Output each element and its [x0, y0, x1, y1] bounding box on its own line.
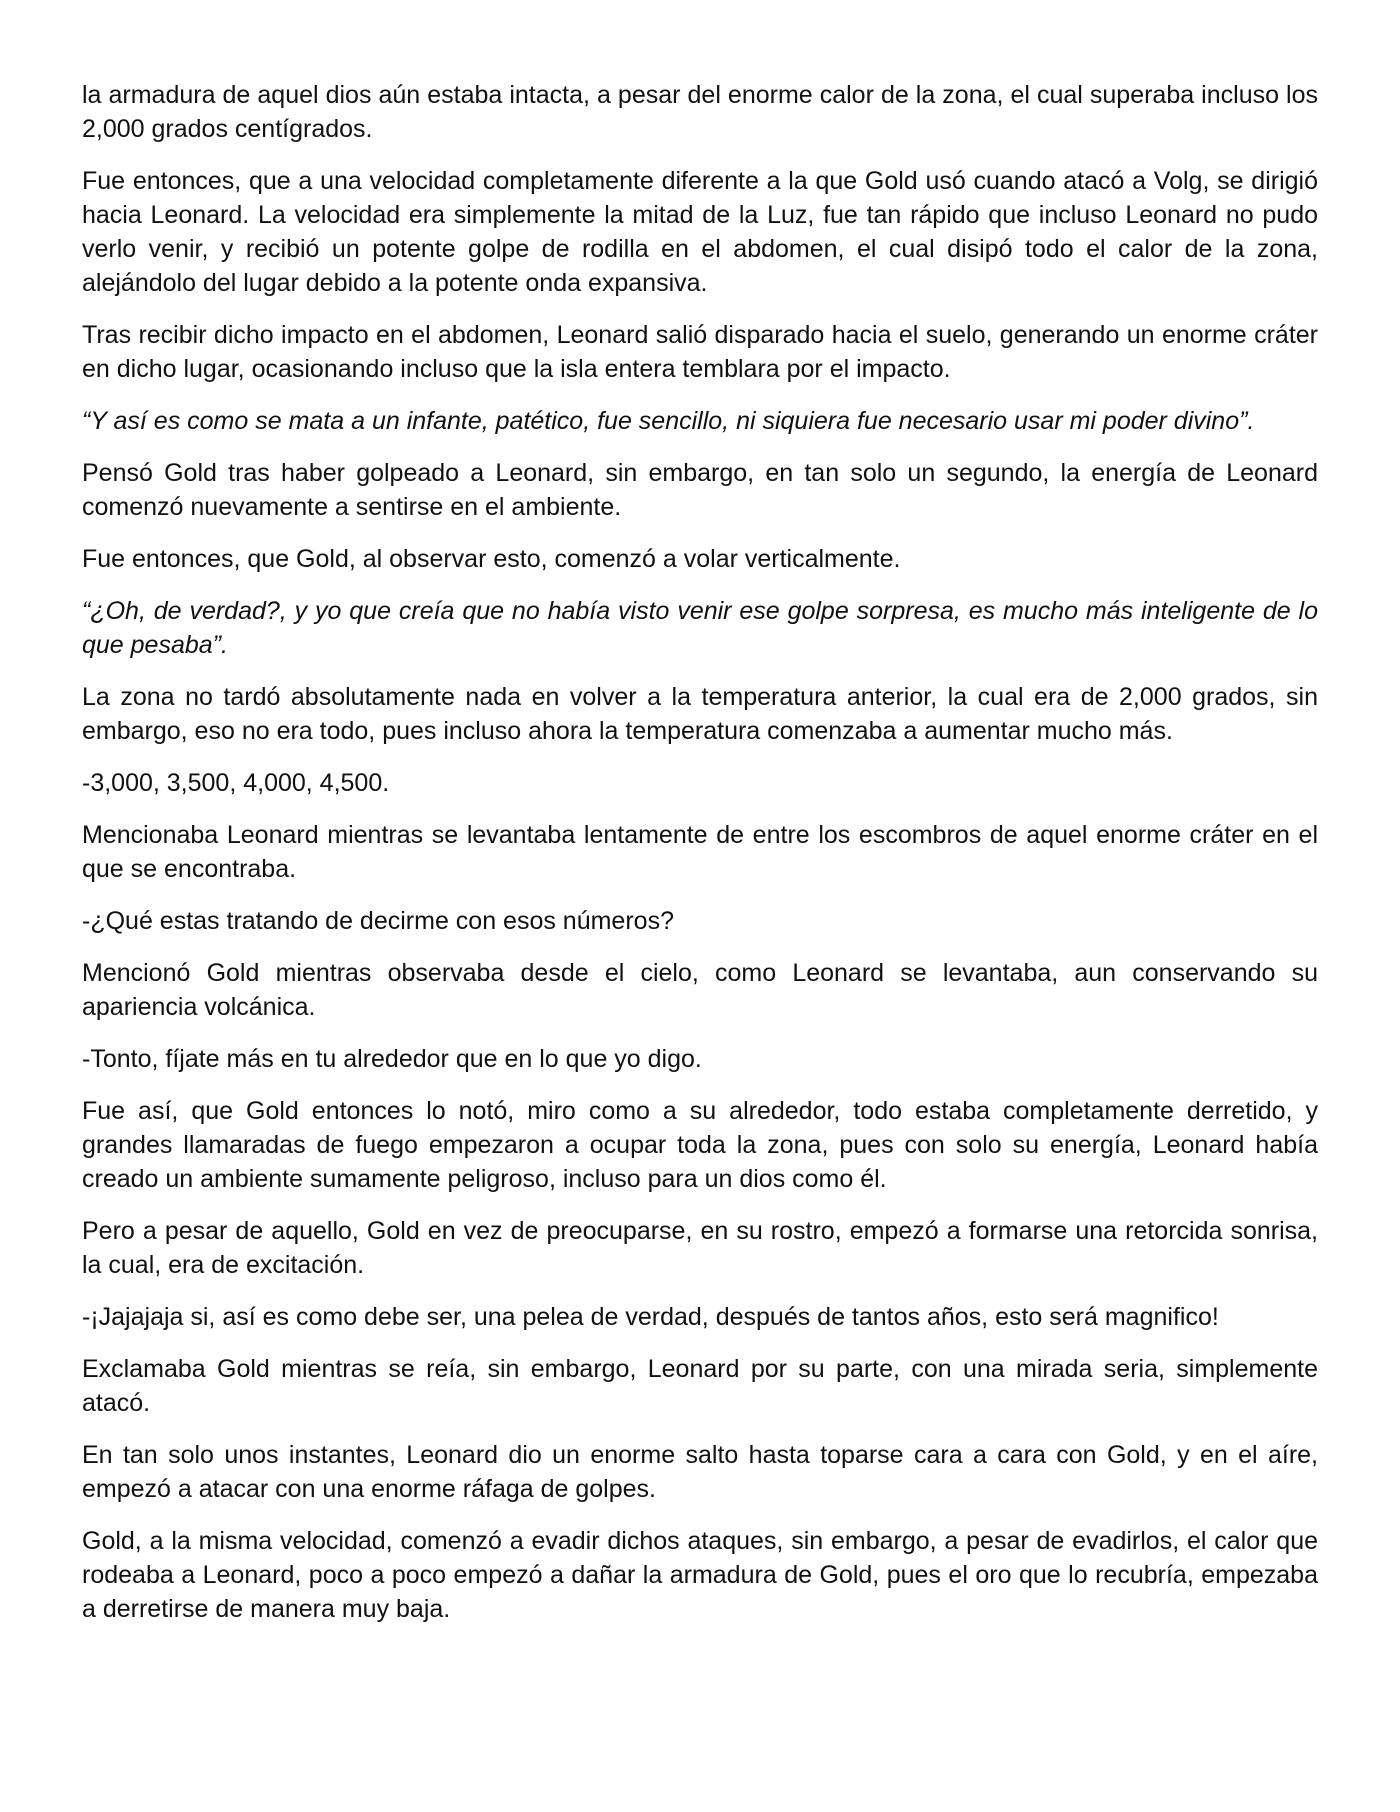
- paragraph: -3,000, 3,500, 4,000, 4,500.: [82, 769, 390, 797]
- paragraph: Fue así, que Gold entonces lo notó, miro como a su alrededor, todo estaba completamente derretido, y grandes llamaradas de fuego empezaron a ocupar toda la zona, pues con solo su energía, Leonard había creado un ambiente sumamente peligroso, incluso para un dios como él.: [82, 1097, 1318, 1193]
- paragraph: Mencionaba Leonard mientras se levantaba lentamente de entre los escombros de aquel enorme cráter en el que se encontraba.: [82, 821, 1318, 883]
- paragraph: “¿Oh, de verdad?, y yo que creía que no había visto venir ese golpe sorpresa, es mucho más inteligente de lo que pesaba”.: [82, 597, 1318, 659]
- paragraph: Mencionó Gold mientras observaba desde el cielo, como Leonard se levantaba, aun conservando su apariencia volcánica.: [82, 959, 1318, 1021]
- paragraph: -¿Qué estas tratando de decirme con esos números?: [82, 907, 674, 935]
- paragraph: -¡Jajajaja si, así es como debe ser, una pelea de verdad, después de tantos años, esto será magnifico!: [82, 1303, 1219, 1331]
- paragraph: la armadura de aquel dios aún estaba intacta, a pesar del enorme calor de la zona, el cual superaba incluso los 2,000 grados centígrados.: [82, 81, 1318, 143]
- paragraph: Tras recibir dicho impacto en el abdomen, Leonard salió disparado hacia el suelo, generando un enorme cráter en dicho lugar, ocasionando incluso que la isla entera temblara por el impacto.: [82, 321, 1318, 383]
- paragraph: -Tonto, fíjate más en tu alrededor que en lo que yo digo.: [82, 1045, 702, 1073]
- paragraph: Fue entonces, que a una velocidad completamente diferente a la que Gold usó cuando atacó a Volg, se dirigió hacia Leonard. La velocidad era simplemente la mitad de la Luz, fue tan rápido que incluso Leonard no pudo verlo venir, y recibió un potente golpe de rodilla en el abdomen, el cual disipó todo el calor de la zona, alejándolo del lugar debido a la potente onda expansiva.: [82, 167, 1318, 297]
- document-page: [82, 78, 1318, 1644]
- paragraph: En tan solo unos instantes, Leonard dio un enorme salto hasta toparse cara a cara con Gold, y en el aíre, empezó a atacar con una enorme ráfaga de golpes.: [82, 1441, 1318, 1503]
- paragraph: Pero a pesar de aquello, Gold en vez de preocuparse, en su rostro, empezó a formarse una retorcida sonrisa, la cual, era de excitación.: [82, 1217, 1318, 1279]
- paragraph: Gold, a la misma velocidad, comenzó a evadir dichos ataques, sin embargo, a pesar de evadirlos, el calor que rodeaba a Leonard, poco a poco empezó a dañar la armadura de Gold, pues el oro que lo recubría, empezaba a derretirse de manera muy baja.: [82, 1527, 1318, 1623]
- paragraph: Exclamaba Gold mientras se reía, sin embargo, Leonard por su parte, con una mirada seria, simplemente atacó.: [82, 1355, 1318, 1417]
- paragraph: La zona no tardó absolutamente nada en volver a la temperatura anterior, la cual era de 2,000 grados, sin embargo, eso no era todo, pues incluso ahora la temperatura comenzaba a aumentar mucho más.: [82, 683, 1318, 745]
- paragraph: “Y así es como se mata a un infante, patético, fue sencillo, ni siquiera fue necesario usar mi poder divino”.: [82, 407, 1255, 435]
- paragraph: Fue entonces, que Gold, al observar esto, comenzó a volar verticalmente.: [82, 545, 901, 573]
- paragraph: Pensó Gold tras haber golpeado a Leonard, sin embargo, en tan solo un segundo, la energía de Leonard comenzó nuevamente a sentirse en el ambiente.: [82, 459, 1318, 521]
